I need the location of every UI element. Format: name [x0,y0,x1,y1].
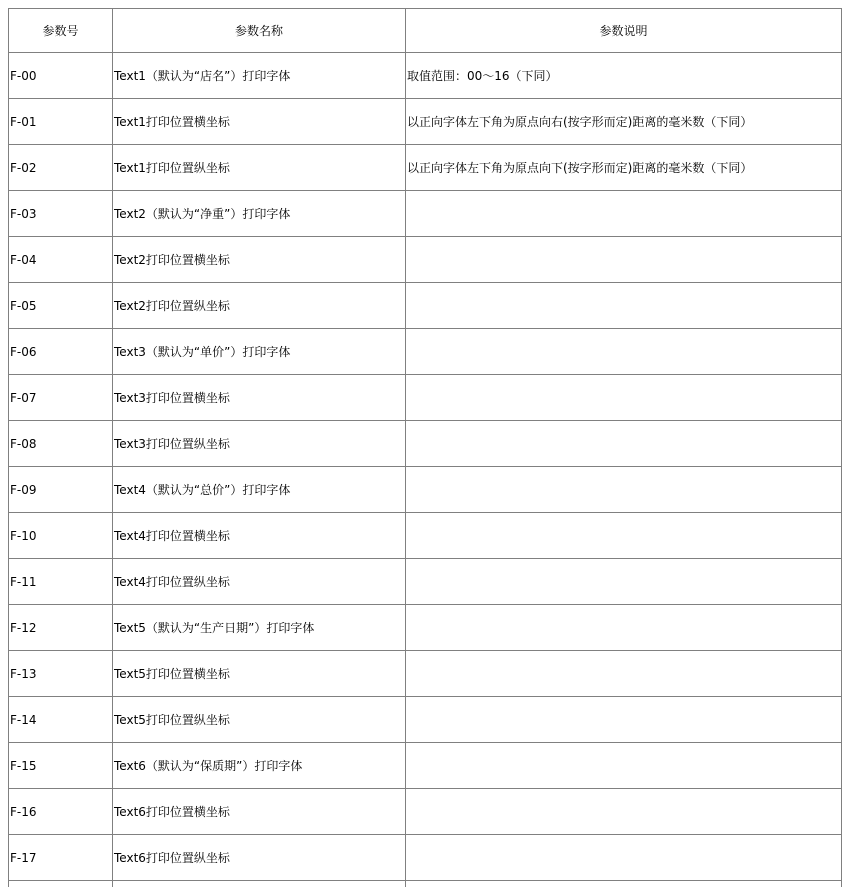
table-row [9,789,842,835]
cell-param-description [406,283,842,329]
cell-param-name: Text1打印位置横坐标 [113,99,406,145]
table-header [9,9,842,53]
cell-param-name: Text5打印位置纵坐标 [113,697,406,743]
cell-param-description [406,743,842,789]
cell-param-name: Text4打印位置横坐标 [113,513,406,559]
cell-param-name: Text4（默认为“总价”）打印字体 [113,467,406,513]
cell-param-description [406,237,842,283]
cell-param-name: Text3（默认为“单价”）打印字体 [113,329,406,375]
table-row [9,191,842,237]
table-row [9,559,842,605]
header-row [9,9,842,53]
cell-param-number: F-00 [9,53,113,99]
cell-param-number: F-09 [9,467,113,513]
cell-param-number: F-16 [9,789,113,835]
table-row [9,99,842,145]
parameter-table [8,8,842,887]
cell-param-number: F-15 [9,743,113,789]
cell-param-description [406,559,842,605]
cell-param-description [406,421,842,467]
header-param-description: 参数说明 [406,9,842,53]
cell-param-name: Text5（默认为“生产日期”）打印字体 [113,605,406,651]
table-row [9,421,842,467]
cell-param-description [406,697,842,743]
table-row [9,375,842,421]
table-row [9,605,842,651]
table-row [9,835,842,881]
table-body [9,53,842,887]
cell-param-number: F-07 [9,375,113,421]
cell-param-number: F-10 [9,513,113,559]
table-row [9,697,842,743]
cell-param-number: F-08 [9,421,113,467]
cell-param-description [406,467,842,513]
table-row [9,283,842,329]
table-row [9,145,842,191]
cell-param-number: F-04 [9,237,113,283]
cell-param-name: Text2（默认为“净重”）打印字体 [113,191,406,237]
cell-param-name: Text1打印位置纵坐标 [113,145,406,191]
table-row [9,467,842,513]
cell-param-name: Text6打印位置横坐标 [113,789,406,835]
cell-param-name: Text3打印位置横坐标 [113,375,406,421]
cell-param-number: F-02 [9,145,113,191]
cell-param-number: F-14 [9,697,113,743]
cell-param-number [9,881,113,887]
cell-param-description [406,651,842,697]
cell-param-name: Text2打印位置纵坐标 [113,283,406,329]
cell-param-number: F-05 [9,283,113,329]
cell-param-description [406,191,842,237]
cell-param-description: 以正向字体左下角为原点向右(按字形而定)距离的毫米数（下同） [406,99,842,145]
cell-param-name: Text4打印位置纵坐标 [113,559,406,605]
cell-param-name [113,881,406,887]
cell-param-description [406,605,842,651]
cell-param-name: Text5打印位置横坐标 [113,651,406,697]
cell-param-description [406,789,842,835]
cell-param-description [406,513,842,559]
table-row [9,513,842,559]
cell-param-number: F-11 [9,559,113,605]
cell-param-number: F-13 [9,651,113,697]
cell-param-name: Text2打印位置横坐标 [113,237,406,283]
cell-param-name: Text1（默认为“店名”）打印字体 [113,53,406,99]
header-param-number: 参数号 [9,9,113,53]
cell-param-description: 取值范围：00～16（下同） [406,53,842,99]
table-row [9,651,842,697]
cell-param-name: Text6打印位置纵坐标 [113,835,406,881]
cell-param-number: F-12 [9,605,113,651]
table-row [9,237,842,283]
cell-param-description: 以正向字体左下角为原点向下(按字形而定)距离的毫米数（下同） [406,145,842,191]
cell-param-number: F-03 [9,191,113,237]
cell-param-description [406,329,842,375]
table-row [9,743,842,789]
cell-param-number: F-17 [9,835,113,881]
cell-param-description [406,375,842,421]
cell-param-number: F-01 [9,99,113,145]
cell-param-description [406,881,842,887]
cell-param-name: Text6（默认为“保质期”）打印字体 [113,743,406,789]
table-row [9,329,842,375]
table-row-partial [9,881,842,887]
cell-param-description [406,835,842,881]
cell-param-number: F-06 [9,329,113,375]
header-param-name: 参数名称 [113,9,406,53]
table-row [9,53,842,99]
cell-param-name: Text3打印位置纵坐标 [113,421,406,467]
